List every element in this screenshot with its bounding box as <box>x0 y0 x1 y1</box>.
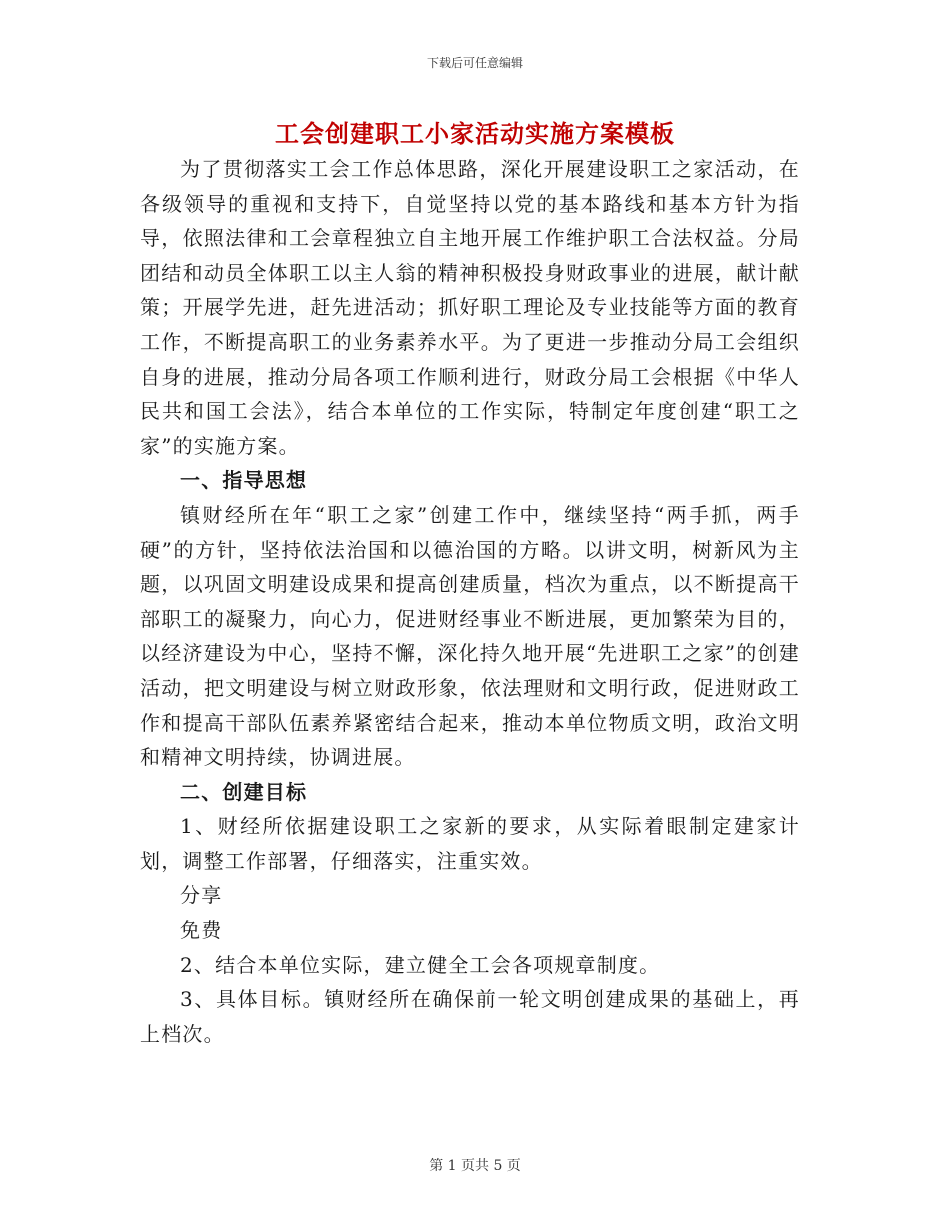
intro-paragraph: 为了贯彻落实工会工作总体思路，深化开展建设职工之家活动，在各级领导的重视和支持下，自觉坚持以党的基本路线和基本方针为指导，依照法律和工会章程独立自主地开展工作维护职工合法权益。分局团结和动员全体职工以主人翁的精神积极投身财政事业的进展，献计献策；开展学先进，赶先进活动；抓好职工理论及专业技能等方面的教育工作，不断提高职工的业务素养水平。为了更进一步推动分局工会组织自身的进展，推动分局各项工作顺利进行，财政分局工会根据《中华人民共和国工会法》，结合本单位的工作实际，特制定年度创建“职工之家”的实施方案。 <box>140 157 800 458</box>
section-heading-guiding-ideology: 一、指导思想 <box>180 468 308 493</box>
free-text: 免费 <box>180 918 223 943</box>
header-note: 下载后可任意编辑 <box>426 56 523 70</box>
document-body <box>140 152 800 1051</box>
goal-item-3: 3、具体目标。镇财经所在确保前一轮文明创建成果的基础上，再上档次。 <box>140 987 800 1046</box>
goal-item-2: 2、结合本单位实际，建立健全工会各项规章制度。 <box>180 952 661 977</box>
share-text: 分享 <box>180 883 223 908</box>
document-title: 工会创建职工小家活动实施方案模板 <box>275 119 675 148</box>
goal-item-1: 1、财经所依据建设职工之家新的要求，从实际着眼制定建家计划，调整工作部署，仔细落实，注重实效。 <box>140 814 800 873</box>
guiding-ideology-paragraph: 镇财经所在年“职工之家”创建工作中，继续坚持“两手抓，两手硬”的方针，坚持依法治国和以德治国的方略。以讲文明，树新风为主题，以巩固文明建设成果和提高创建质量，档次为重点，以不断提高干部职工的凝聚力，向心力，促进财经事业不断进展，更加繁荣为目的，以经济建设为中心，坚持不懈，深化持久地开展“先进职工之家”的创建活动，把文明建设与树立财政形象，依法理财和文明行政，促进财政工作和提高干部队伍素养紧密结合起来，推动本单位物质文明，政治文明和精神文明持续，协调进展。 <box>140 502 800 770</box>
section-heading-goals: 二、创建目标 <box>180 779 308 804</box>
page-number: 第 1 页共 5 页 <box>429 1158 521 1174</box>
